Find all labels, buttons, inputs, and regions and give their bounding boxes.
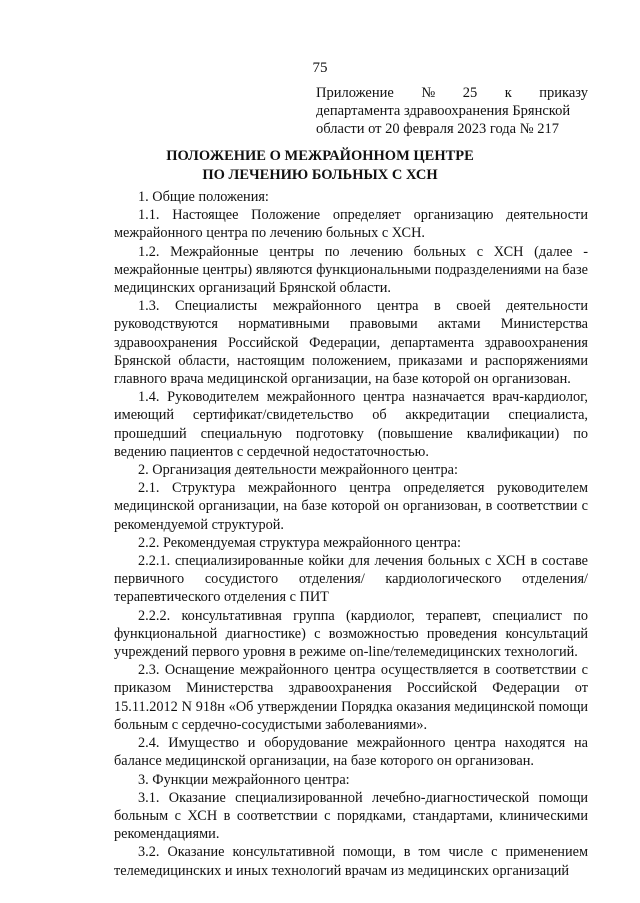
paragraph: 1.4. Руководителем межрайонного центра назначается врач-кардиолог, имеющий сертификат/свидетельство об аккредитации специалиста, прошедший специальную подготовку (повышение квалификации) по ведению пациентов с сердечной недостаточностью. (114, 389, 588, 460)
title-line-1: ПОЛОЖЕНИЕ О МЕЖРАЙОННОМ ЦЕНТРЕ (166, 148, 474, 164)
paragraph: 2.3. Оснащение межрайонного центра осуществляется в соответствии с приказом Министерства здравоохранения Российской Федерации от 15.11.2012 N 918н «Об утверждении Порядка оказания медицинской помощи больным с сердечно-сосудистыми заболеваниями». (114, 662, 588, 733)
paragraph: 3.1. Оказание специализированной лечебно-диагностической помощи больным с ХСН в соответствии с порядками, стандартами, клиническими рекомендациями. (114, 789, 588, 843)
appendix-word: приказу (539, 85, 588, 101)
paragraph: 2.4. Имущество и оборудование межрайонного центра находятся на балансе медицинской организации, на базе которого он организован. (114, 735, 588, 770)
appendix-line-3: области от 20 февраля 2023 года № 217 (316, 121, 559, 137)
appendix-word: № (421, 85, 436, 101)
title-line-2: ПО ЛЕЧЕНИЮ БОЛЬНЫХ С ХСН (202, 167, 438, 183)
document-title (0, 147, 640, 185)
appendix-line-1 (316, 84, 588, 102)
appendix-word: Приложение (316, 85, 394, 101)
page-number: 75 (312, 60, 328, 76)
paragraph: 2.2. Рекомендуемая структура межрайонного центра: (138, 534, 461, 551)
paragraph: 2.2.1. специализированные койки для лечения больных с ХСН в составе первичного сосудистого отделения/ кардиологического отделения/ терапевтического отделения с ПИТ (114, 553, 588, 606)
paragraph: 3.2. Оказание консультативной помощи, в том числе с применением телемедицинских и иных технологий врачам из медицинских организаций (114, 844, 588, 879)
appendix-header (316, 84, 588, 138)
paragraph: 1.2. Межрайонные центры по лечению больных с ХСН (далее - межрайонные центры) являются функциональными подразделениями на базе медицинских организаций Брянской области. (114, 243, 588, 297)
section-heading: 2. Организация деятельности межрайонного центра: (138, 462, 458, 479)
paragraph: 1.1. Настоящее Положение определяет организацию деятельности межрайонного центра по лечению больных с ХСН. (114, 207, 588, 242)
paragraph: 1.3. Специалисты межрайонного центра в своей деятельности руководствуются нормативными правовыми актами Министерства здравоохранения Российской Федерации, департамента здравоохранения Брянской области, настоящим положением, приказами и распоряжениями главного врача медицинской организации, на базе которой он организован. (114, 298, 588, 388)
section-heading: 3. Функции межрайонного центра: (138, 771, 350, 788)
appendix-word: 25 (462, 85, 478, 101)
appendix-word: к (504, 85, 512, 101)
section-heading: 1. Общие положения: (138, 189, 269, 205)
paragraph: 2.1. Структура межрайонного центра определяется руководителем медицинской организации, на базе которой он организован, в соответствии с рекомендуемой структурой. (114, 480, 588, 533)
appendix-line-2: департамента здравоохранения Брянской (316, 103, 571, 119)
paragraph: 2.2.2. консультативная группа (кардиолог, терапевт, специалист по функциональной диагностике) с возможностью проведения консультаций учреждений первого уровня в режиме on-line/телемедицинских технологий. (114, 607, 588, 661)
document-body (114, 188, 588, 880)
